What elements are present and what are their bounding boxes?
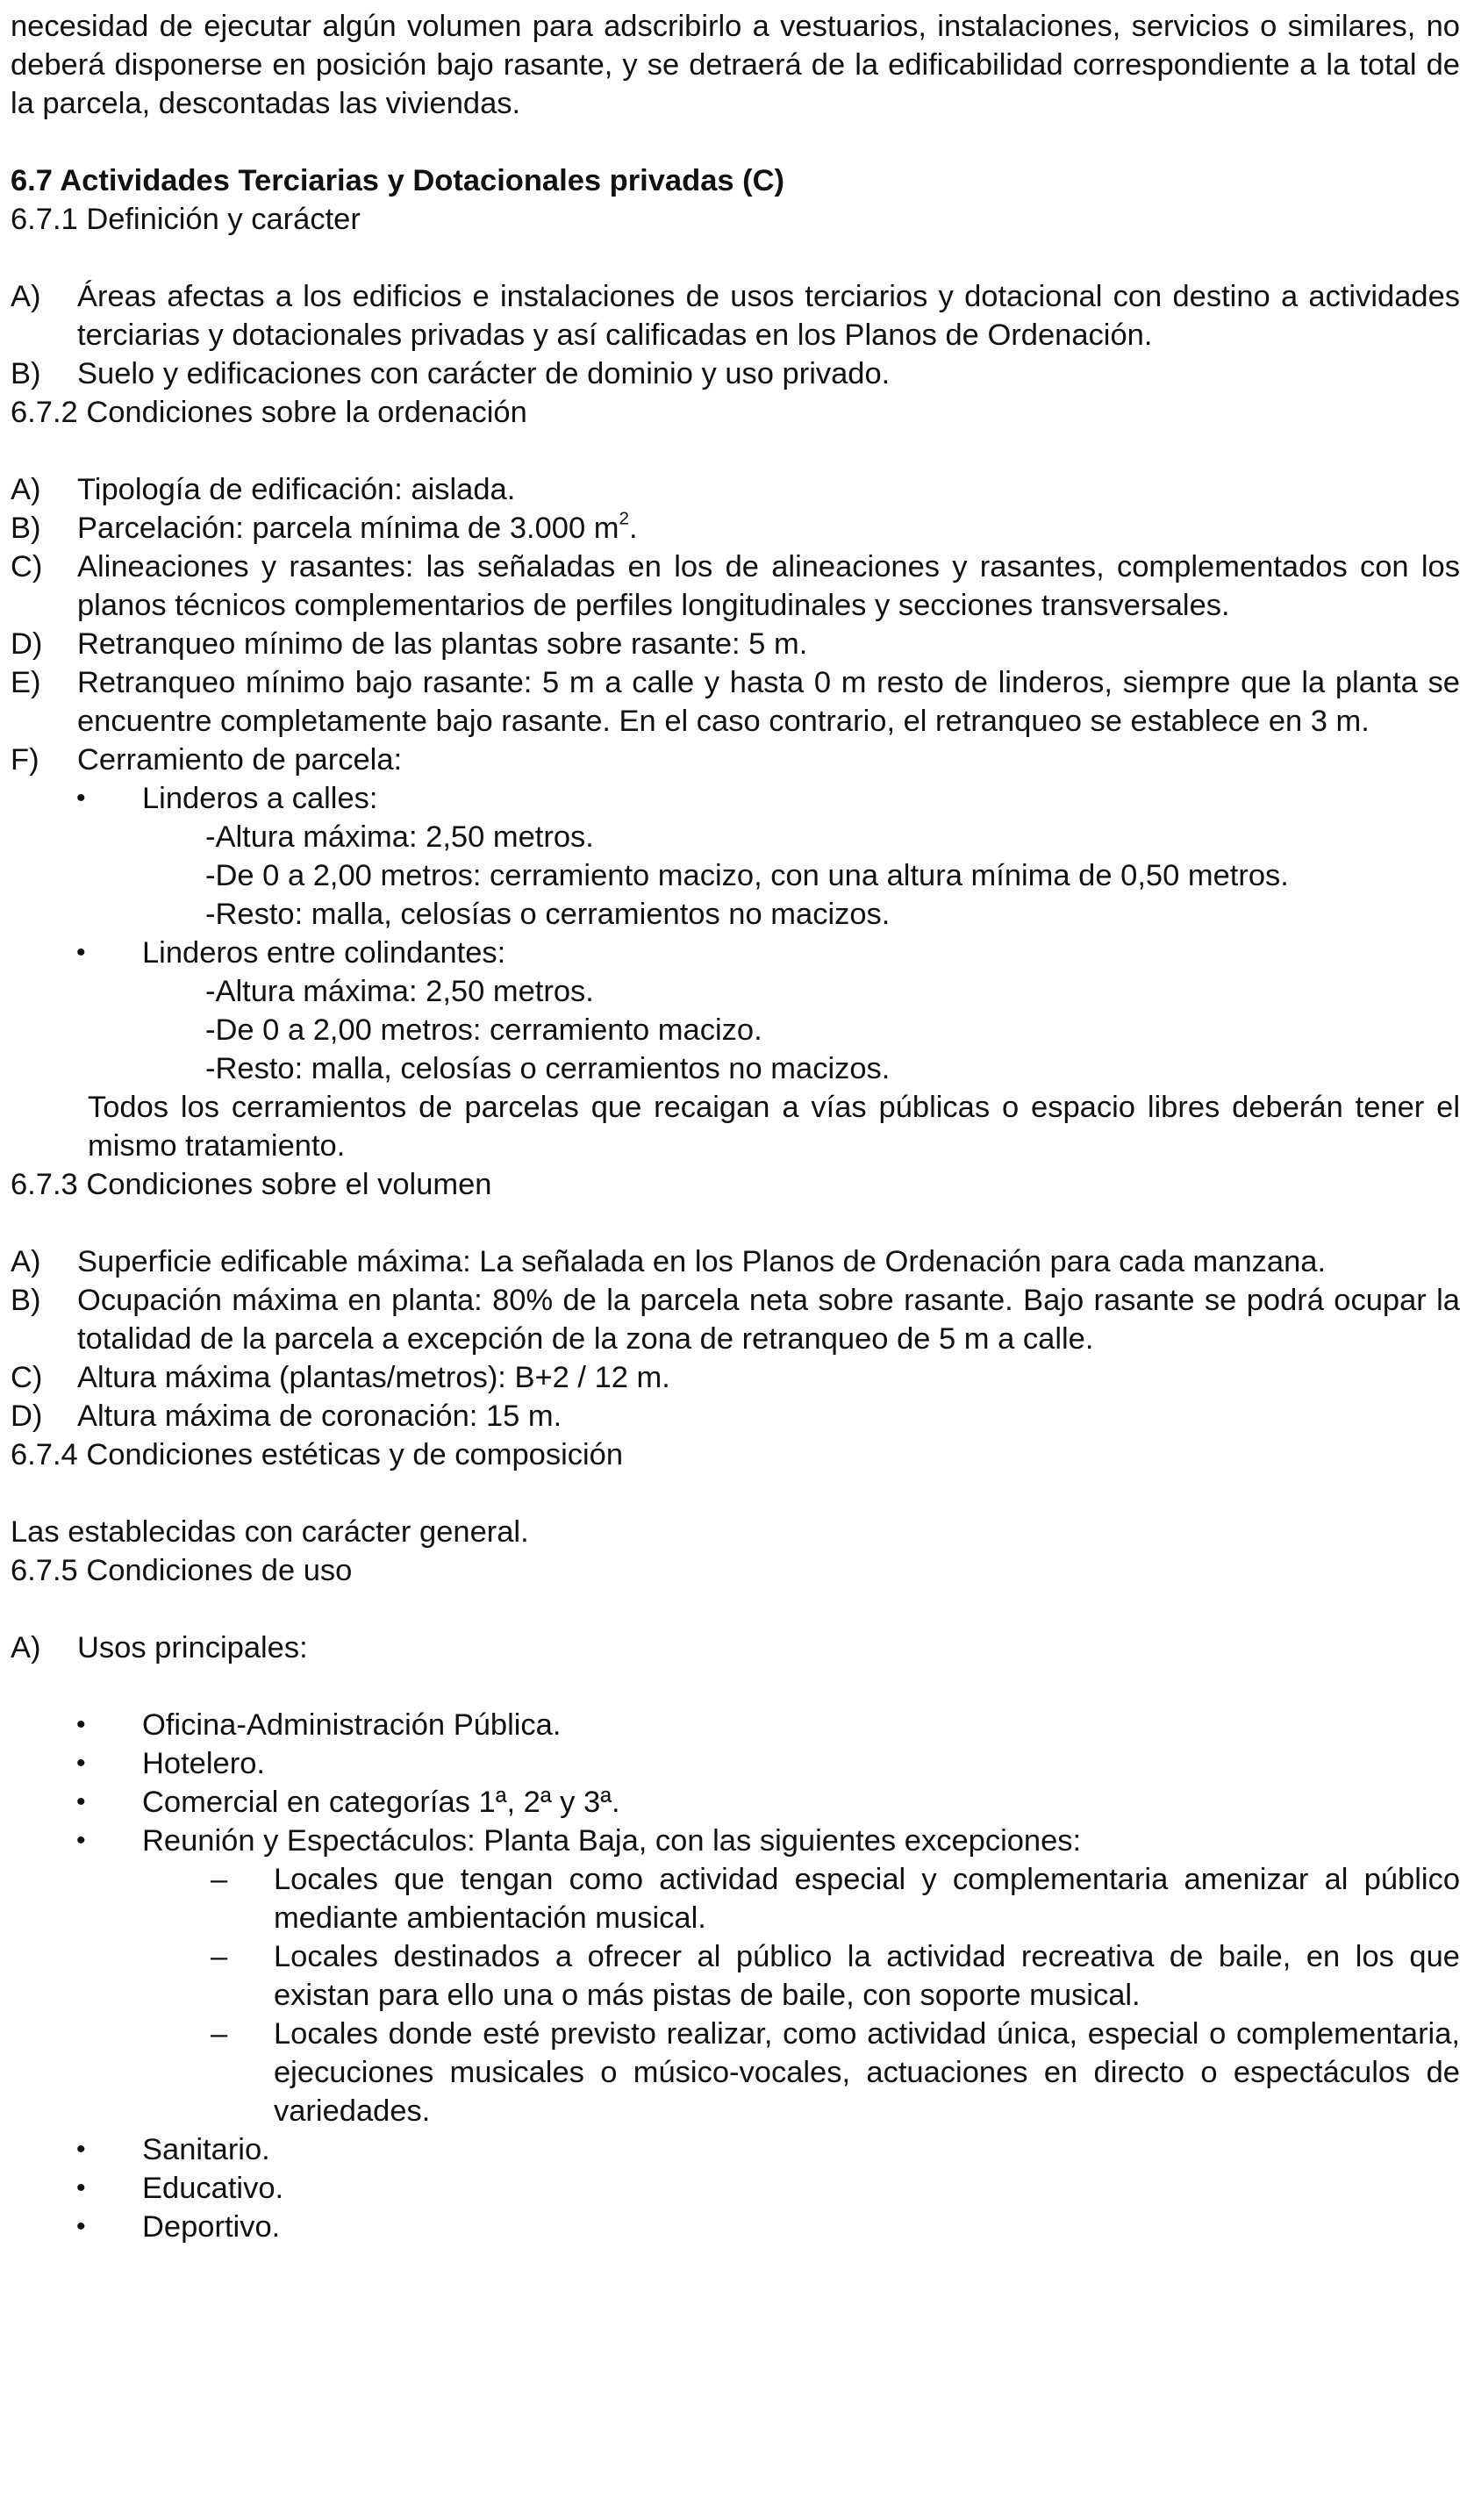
bullet-text: Reunión y Espectáculos: Planta Baja, con las siguientes excepciones: [142,1824,1082,1858]
list-marker: B) [11,1284,41,1317]
list-marker: D) [11,1400,43,1433]
list-marker: A) [11,473,41,506]
bullet-item [11,2169,1460,2208]
list-6-7-3 [11,1242,1460,1435]
section-title: 6.7 Actividades Terciarias y Dotacionales privadas (C) [11,164,785,197]
intro-paragraph: necesidad de ejecutar algún volumen para adscribirlo a vestuarios, instalaciones, servicios o similares, no deberá disponerse en posición bajo rasante, y se detraerá de la edificabilidad correspondiente a la total de la parcela, descontadas las viviendas. [11,10,1460,120]
bullet-text: Sanitario. [142,2133,270,2166]
list-item-text: Tipología de edificación: aislada. [77,473,516,506]
bullet-item [11,1783,1460,1822]
dash-item [11,2015,1460,2130]
list-item [11,470,1460,509]
bullet-text: Comercial en categorías 1ª, 2ª y 3ª. [142,1786,620,1819]
list-item-text: Suelo y edificaciones con carácter de dominio y uso privado. [77,357,891,390]
sub-item: -Resto: malla, celosías o cerramientos no macizos. [205,898,891,931]
sub-item: -De 0 a 2,00 metros: cerramiento macizo, con una altura mínima de 0,50 metros. [205,859,1289,892]
subsection-heading-6-7-1: 6.7.1 Definición y carácter [11,203,361,236]
list-item-text-end: . [629,512,638,545]
sub-item: -Altura máxima: 2,50 metros. [205,975,594,1008]
list-item [11,509,1460,548]
bullet-icon: • [76,2135,86,2164]
subsection-heading-6-7-2: 6.7.2 Condiciones sobre la ordenación [11,396,527,429]
list-item-text: Cerramiento de parcela: [77,743,403,777]
list-marker: D) [11,627,43,661]
bullet-icon: • [76,1826,86,1855]
list-item-text: Usos principales: [77,1631,308,1664]
closing-note: Todos los cerramientos de parcelas que recaigan a vías públicas o espacio libres deberán tener el mismo tratamiento. [88,1091,1460,1163]
list-item-text: Alineaciones y rasantes: las señaladas en los de alineaciones y rasantes, complementados con los planos técnicos complementarios de perfiles longitudinales y secciones transversales. [77,550,1460,622]
dash-icon: – [211,2017,228,2051]
list-item-text: Superficie edificable máxima: La señalada en los Planos de Ordenación para cada manzana. [77,1245,1327,1278]
list-item [11,663,1460,741]
list-item-text: Parcelación: parcela mínima de 3.000 m [77,512,619,545]
bullet-icon: • [76,1710,86,1739]
bullet-item [11,2208,1460,2246]
list-marker: C) [11,1361,43,1394]
list-item [11,354,1460,393]
bullet-icon: • [76,784,86,813]
bullet-item [11,1822,1460,1860]
bullet-text: Linderos a calles: [142,782,378,815]
bullet-item [11,1744,1460,1783]
document-page [11,7,1460,2246]
list-item [11,1281,1460,1358]
bullet-icon: • [76,2173,86,2202]
list-marker: B) [11,357,41,390]
list-6-7-1 [11,277,1460,393]
list-6-7-2 [11,470,1460,1165]
sub-item: -Altura máxima: 2,50 metros. [205,820,594,854]
list-marker: B) [11,512,41,545]
list-item-text: Retranqueo mínimo bajo rasante: 5 m a calle y hasta 0 m resto de linderos, siempre que la planta se encuentre completamente bajo rasante. En el caso contrario, el retranqueo se establece en 3 m. [77,666,1460,738]
list-item [11,1242,1460,1281]
list-item-text: Retranqueo mínimo de las plantas sobre rasante: 5 m. [77,627,808,661]
dash-text: Locales que tengan como actividad especial y complementaria amenizar al público mediante ambientación musical. [274,1863,1460,1935]
bullet-item [11,934,1460,972]
list-item [11,625,1460,663]
bullet-icon: • [76,938,86,967]
list-item [11,548,1460,625]
list-marker: E) [11,666,41,699]
list-item-text: Áreas afectas a los edificios e instalaciones de usos terciarios y dotacional con destino a actividades terciarias y dotacionales privadas y así calificadas en los Planos de Ordenación. [77,280,1460,352]
list-marker: A) [11,1245,41,1278]
list-item-text: Altura máxima (plantas/metros): B+2 / 12 m. [77,1361,670,1394]
bullet-text: Educativo. [142,2172,284,2205]
bullet-icon: • [76,2212,86,2241]
dash-icon: – [211,1940,228,1973]
bullet-item [11,1706,1460,1744]
list-item [11,1397,1460,1435]
bullet-item [11,779,1460,818]
superscript: 2 [619,508,629,529]
bullet-text: Hotelero. [142,1747,265,1780]
dash-item [11,1937,1460,2015]
subsection-heading-6-7-3: 6.7.3 Condiciones sobre el volumen [11,1168,492,1201]
dash-item [11,1860,1460,1937]
list-marker: C) [11,550,43,583]
dash-icon: – [211,1863,228,1896]
dash-text: Locales destinados a ofrecer al público la actividad recreativa de baile, en los que existan para ello una o más pistas de baile, con soporte musical. [274,1940,1460,2012]
bullet-text: Linderos entre colindantes: [142,936,506,970]
subsection-heading-6-7-4: 6.7.4 Condiciones estéticas y de composición [11,1438,624,1471]
list-marker: F) [11,743,39,777]
list-item [11,741,1460,779]
dash-text: Locales donde esté previsto realizar, como actividad única, especial o complementaria, ejecuciones musicales o músico-vocales, actuaciones en directo o espectáculos de variedades. [274,2017,1460,2128]
list-item [11,277,1460,354]
list-item-text: Altura máxima de coronación: 15 m. [77,1400,562,1433]
paragraph: Las establecidas con carácter general. [11,1515,529,1549]
bullet-text: Deportivo. [142,2210,281,2244]
subsection-heading-6-7-5: 6.7.5 Condiciones de uso [11,1554,353,1587]
list-marker: A) [11,1631,41,1664]
list-item [11,1358,1460,1397]
bullet-item [11,2130,1460,2169]
bullet-icon: • [76,1787,86,1816]
bullet-text: Oficina-Administración Pública. [142,1708,562,1742]
uses-list [11,1706,1460,2246]
bullet-icon: • [76,1749,86,1778]
sub-item: -De 0 a 2,00 metros: cerramiento macizo. [205,1013,762,1047]
list-item-text: Ocupación máxima en planta: 80% de la parcela neta sobre rasante. Bajo rasante se podrá ocupar la totalidad de la parcela a excepción de la zona de retranqueo de 5 m a calle. [77,1284,1460,1356]
sub-item: -Resto: malla, celosías o cerramientos no macizos. [205,1052,891,1085]
list-item [11,1629,1460,1667]
list-marker: A) [11,280,41,313]
